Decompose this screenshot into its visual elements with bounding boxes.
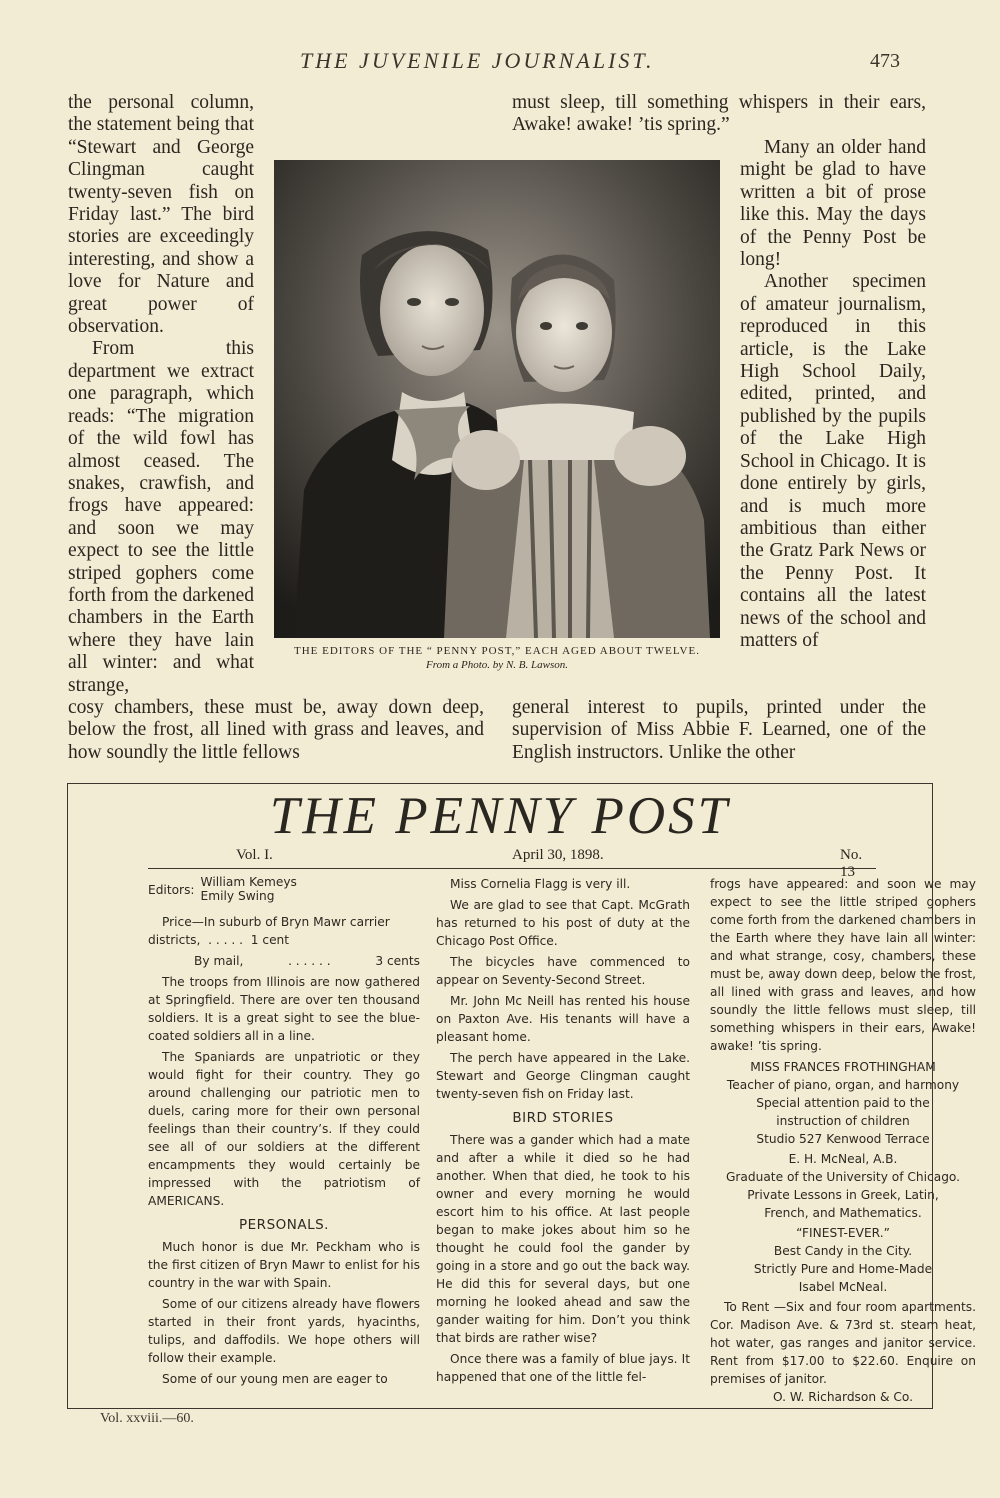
- article-paragraph: Many an older hand might be glad to have written a bit of prose like this. May the days of the Penny Post be long!: [740, 137, 926, 271]
- advertisement-candy: [710, 1224, 976, 1296]
- news-item: Some of our citizens already have flowers started in their front yards, hyacinths, tulips, and daffodils. We hope others will follow their example.: [148, 1297, 420, 1365]
- advertisement-mcneal: [710, 1150, 976, 1222]
- advertisement-to-rent: [710, 1298, 976, 1406]
- ad-body: To Rent —Six and four room apartments. Cor. Madison Ave. & 73rd st. steam heat, hot water, gas ranges and janitor service. Rent from $17.00 to $22.60. Enquire on premises of janitor.: [710, 1300, 976, 1386]
- news-item: The troops from Illinois are now gathered at Springfield. There are over ten thousand soldiers. It is a great sight to see the blue-coated soldiers all in a line.: [148, 975, 420, 1043]
- article-paragraph: From this department we extract one paragraph, which reads: “The migration of the wild fowl has almost ceased. The snakes, crawfish, and frogs have appeared: and soon we may expect to see the little striped gophers come forth from the darkened chambers in the Earth where they have lain all winter: and what strange,: [68, 338, 254, 696]
- article-paragraph: must sleep, till something whispers in their ears, Awake! awake! ’tis spring.”: [512, 92, 926, 136]
- masthead-rule: [148, 868, 876, 869]
- article-right-column-top: [512, 92, 926, 137]
- newspaper-number: No. 13: [840, 847, 863, 880]
- editor-name: Emily Swing: [200, 889, 275, 903]
- editors-names: [201, 875, 297, 903]
- ad-name: E. H. McNeal, A.B.: [788, 1152, 898, 1166]
- ad-line: French, and Mathematics.: [764, 1206, 922, 1220]
- ad-line: instruction of children: [776, 1114, 910, 1128]
- ad-line: Teacher of piano, organ, and harmony: [726, 1078, 960, 1092]
- ad-line: Graduate of the University of Chicago.: [725, 1170, 961, 1184]
- advertisement-frothingham: [710, 1058, 976, 1148]
- price-value: 1 cent: [250, 933, 290, 947]
- editors-label: Editors:: [148, 883, 195, 897]
- article-paragraph: general interest to pupils, printed under the supervision of Miss Abbie F. Learned, one of the English instructors. Unlike the other: [512, 697, 926, 763]
- article-left-column: [68, 92, 254, 697]
- penny-post-facsimile: [67, 783, 976, 1409]
- photo-caption: THE EDITORS OF THE “ PENNY POST,” EACH AGED ABOUT TWELVE.: [294, 645, 700, 657]
- article-bottom-left: [68, 697, 484, 764]
- price-label: By mail,: [194, 954, 244, 968]
- ad-name: “FINEST-EVER.”: [796, 1226, 890, 1240]
- news-item: Mr. John Mc Neill has rented his house on Paxton Ave. His tenants will have a pleasant home.: [436, 994, 690, 1044]
- photo-image: [274, 160, 720, 638]
- news-item: We are glad to see that Capt. McGrath has returned to his post of duty at the Chicago Post Office.: [436, 898, 690, 948]
- news-item: Much honor is due Mr. Peckham who is the first citizen of Bryn Mawr to enlist for his country in the war with Spain.: [148, 1240, 420, 1290]
- newspaper-masthead: THE PENNY POST: [269, 787, 731, 845]
- article-paragraph: cosy chambers, these must be, away down deep, below the frost, all lined with grass and leaves, and how soundly the little fellows: [68, 697, 484, 763]
- news-item: The bicycles have commenced to appear on Seventy-Second Street.: [436, 955, 690, 987]
- price-label: Price—In suburb of Bryn Mawr carrier districts,: [148, 915, 390, 947]
- news-item: Once there was a family of blue jays. It happened that one of the little fel-: [436, 1352, 690, 1384]
- ad-line: Isabel McNeal.: [798, 1280, 888, 1294]
- newspaper-column-3: [710, 875, 976, 1406]
- news-item: There was a gander which had a mate and after a while it died so he had another. When that died, he took to his owner and every morning he would escort him to his office. At last people began to make jokes about him so he thought he could fool the gander by going in a store and go out the back way. He did this for several days, but one morning he looked ahead and saw the gander waiting for him. Don’t you think that birds are rather wise?: [436, 1133, 690, 1345]
- photo-credit: From a Photo. by N. B. Lawson.: [426, 659, 568, 671]
- section-heading-bird-stories: BIRD STORIES: [512, 1110, 614, 1126]
- article-paragraph: the personal column, the statement being that “Stewart and George Clingman caught twenty-seven fish on Friday last.” The bird stories are exceedingly interesting, and show a love for Nature and great power of observation.: [68, 92, 254, 338]
- newspaper-column-1: [148, 875, 420, 1391]
- running-head: [0, 48, 1000, 78]
- newspaper-dateline: [148, 847, 878, 880]
- ad-line: Special attention paid to the: [756, 1096, 930, 1110]
- newspaper-date: April 30, 1898.: [512, 847, 604, 863]
- news-item: frogs have appeared: and soon we may expect to see the little striped gophers come forth from the darkened chambers in the Earth where they have lain all winter: and what strange, cosy, chambers, these must be, away down deep, below the frost, all lined with grass and leaves, and how soundly the little fellows must sleep, till something whispers in their ears, Awake! awake! ’tis spring.: [710, 877, 976, 1053]
- newspaper-volume: Vol. I.: [236, 847, 273, 863]
- ad-line: Studio 527 Kenwood Terrace: [756, 1132, 930, 1146]
- page-number: 473: [870, 50, 900, 72]
- editors-photograph: [274, 160, 720, 638]
- price-dots: . . . . . .: [288, 954, 331, 968]
- news-item: The perch have appeared in the Lake. Stewart and George Clingman caught twenty-seven fish on Friday last.: [436, 1051, 690, 1101]
- article-paragraph: Another specimen of amateur journalism, reproduced in this article, is the Lake High School Daily, edited, printed, and published by the pupils of the Lake High School in Chicago. It is done entirely by girls, and is much more ambitious than either the Gratz Park News or the Penny Post. It contains all the latest news of the school and matters of: [740, 271, 926, 651]
- news-item: The Spaniards are unpatriotic or they would fight for their country. They go around challenging our patriotic men to duels, caring more for their own personal feelings than their country’s. If they could see all of our soldiers at the different encampments they would certainly be impressed with the patriotism of AMERICANS.: [148, 1050, 420, 1208]
- ad-name: MISS FRANCES FROTHINGHAM: [750, 1060, 936, 1074]
- price-line: [148, 952, 420, 970]
- ad-signature: O. W. Richardson & Co.: [773, 1390, 913, 1404]
- newspaper-column-2: [436, 875, 690, 1389]
- editor-name: William Kemeys: [200, 875, 297, 889]
- article-bottom-right: [512, 697, 926, 764]
- article-right-column: [740, 137, 926, 652]
- folio-signature: Vol. xxviii.—60.: [100, 1411, 194, 1426]
- price-line: Price—In suburb of Bryn Mawr carrier districts, . . . . . 1 cent: [148, 915, 390, 947]
- running-title: THE JUVENILE JOURNALIST.: [300, 48, 655, 73]
- ad-line: Private Lessons in Greek, Latin,: [747, 1188, 939, 1202]
- editors-block: [148, 875, 420, 903]
- ad-line: Best Candy in the City.: [773, 1244, 913, 1258]
- news-item: Some of our young men are eager to: [162, 1372, 388, 1386]
- news-item: Miss Cornelia Flagg is very ill.: [450, 877, 631, 891]
- price-value: 3 cents: [375, 954, 420, 968]
- ad-line: Strictly Pure and Home-Made: [753, 1262, 933, 1276]
- section-heading-personals: PERSONALS.: [239, 1217, 329, 1233]
